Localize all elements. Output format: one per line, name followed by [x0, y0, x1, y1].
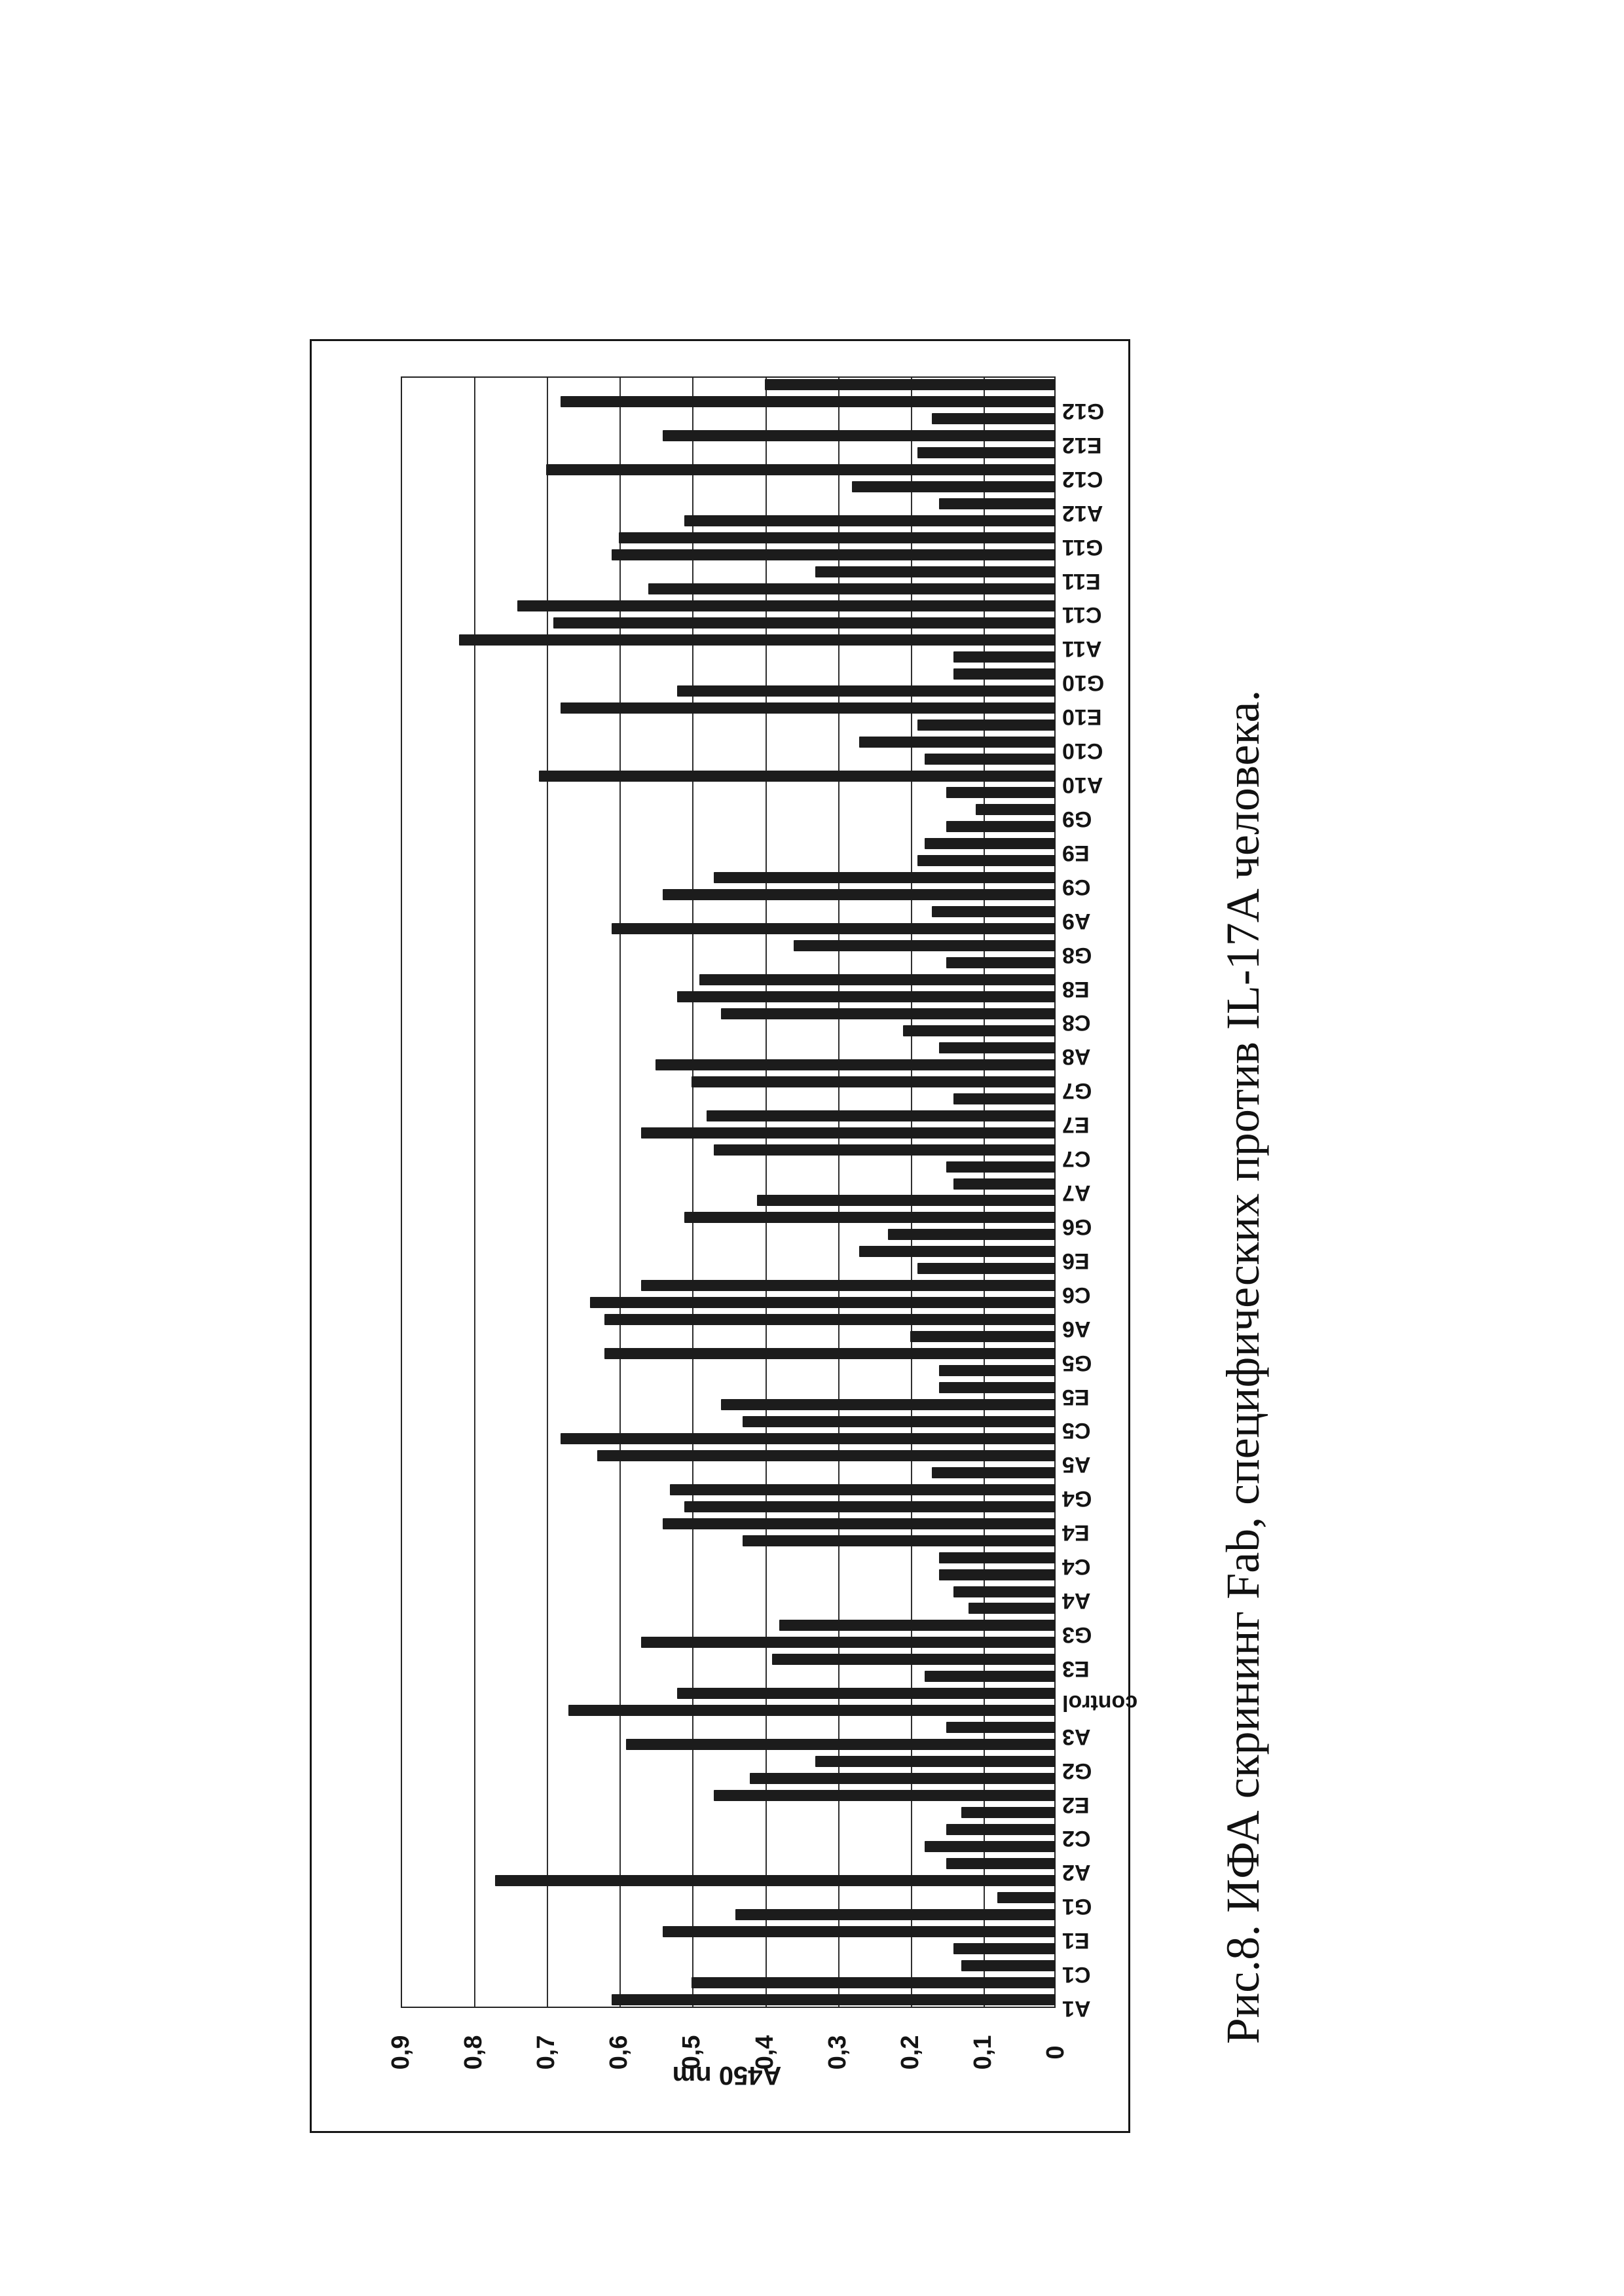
bar: [953, 1093, 1056, 1104]
bar: [750, 1773, 1056, 1784]
bar: [859, 737, 1056, 748]
category-label: C6: [1062, 1282, 1091, 1307]
bar: [946, 821, 1056, 832]
bar: [517, 600, 1056, 611]
bar: [939, 1569, 1056, 1580]
bar: [953, 1586, 1056, 1597]
category-label: E12: [1062, 432, 1102, 458]
category-label: A12: [1062, 500, 1103, 526]
category-label: A5: [1062, 1452, 1091, 1478]
bar: [939, 1552, 1056, 1563]
bar: [539, 771, 1056, 782]
category-label: A10: [1062, 773, 1103, 798]
bar: [546, 464, 1056, 475]
category-label: A9: [1062, 908, 1091, 934]
bar: [692, 1076, 1056, 1087]
category-label: A1: [1062, 1996, 1091, 2022]
category-label: E9: [1062, 840, 1090, 866]
bar: [946, 957, 1056, 968]
category-label: G3: [1062, 1622, 1092, 1647]
bar: [677, 685, 1056, 697]
gridline: [547, 378, 548, 2007]
bar: [604, 1348, 1056, 1359]
category-label: A2: [1062, 1860, 1091, 1886]
bar: [561, 396, 1056, 407]
bar: [925, 838, 1056, 849]
category-label: C2: [1062, 1826, 1091, 1851]
bar: [910, 1331, 1056, 1342]
bar: [946, 1161, 1056, 1173]
bar: [495, 1875, 1056, 1886]
bar: [670, 1484, 1056, 1495]
bar: [946, 1858, 1056, 1869]
bar: [925, 1841, 1056, 1852]
bar: [925, 1671, 1056, 1682]
bar: [684, 515, 1056, 526]
bar: [743, 1535, 1056, 1546]
bar: [735, 1909, 1056, 1920]
category-label: G5: [1062, 1350, 1092, 1376]
category-label: C10: [1062, 738, 1103, 764]
bar: [604, 1314, 1056, 1325]
category-label: A4: [1062, 1588, 1091, 1614]
bar: [597, 1450, 1056, 1461]
bar: [568, 1705, 1056, 1716]
category-label: E7: [1062, 1112, 1090, 1138]
bar: [946, 1722, 1056, 1733]
category-label: A6: [1062, 1316, 1091, 1341]
bar: [648, 583, 1056, 594]
bar: [619, 532, 1056, 543]
bar: [721, 1399, 1056, 1410]
bar: [772, 1654, 1056, 1665]
category-label: A3: [1062, 1724, 1091, 1749]
bar: [917, 1263, 1056, 1274]
category-label: E11: [1062, 568, 1101, 594]
category-label: control: [1062, 1690, 1138, 1715]
bar: [641, 1280, 1056, 1291]
bar: [852, 481, 1056, 492]
bar: [641, 1637, 1056, 1648]
bar: [714, 872, 1056, 883]
bar: [677, 1688, 1056, 1699]
category-label: C1: [1062, 1962, 1091, 1988]
bar: [953, 1178, 1056, 1190]
bar: [612, 549, 1056, 560]
bar: [655, 1059, 1056, 1070]
category-label: C4: [1062, 1554, 1091, 1580]
value-tick-label: 0,4: [750, 2035, 779, 2070]
bar: [721, 1008, 1056, 1019]
value-tick-label: 0,7: [532, 2035, 560, 2070]
bar: [684, 1501, 1056, 1512]
bar: [953, 668, 1056, 680]
bar: [939, 1365, 1056, 1376]
bar: [917, 720, 1056, 731]
bar: [932, 1467, 1056, 1478]
category-label: G11: [1062, 534, 1103, 560]
value-tick-label: 0,1: [969, 2035, 997, 2070]
category-label: G10: [1062, 670, 1105, 696]
value-axis-title: A450 nm: [672, 2061, 782, 2090]
category-label: C7: [1062, 1146, 1091, 1172]
category-label: G7: [1062, 1078, 1092, 1104]
bar: [859, 1246, 1056, 1257]
value-tick-label: 0: [1041, 2045, 1069, 2060]
bar: [677, 991, 1056, 1002]
bar: [757, 1195, 1056, 1206]
bar: [561, 1433, 1056, 1444]
bar: [969, 1603, 1056, 1614]
bar: [714, 1790, 1056, 1801]
bar: [553, 617, 1056, 629]
bar: [953, 1943, 1056, 1954]
category-label: C11: [1062, 602, 1102, 628]
bar: [590, 1297, 1056, 1308]
bar: [815, 566, 1056, 577]
value-tick-label: 0,3: [823, 2035, 851, 2070]
bar: [961, 1807, 1056, 1818]
category-label: A8: [1062, 1044, 1091, 1070]
category-label: G6: [1062, 1214, 1092, 1239]
bar: [663, 430, 1056, 441]
bar: [699, 974, 1056, 985]
bar: [684, 1212, 1056, 1223]
bar: [765, 379, 1056, 390]
bar: [997, 1892, 1056, 1903]
gridline: [474, 378, 475, 2007]
bar: [815, 1756, 1056, 1767]
bar: [932, 413, 1056, 424]
category-label: A11: [1062, 636, 1102, 662]
bar: [946, 787, 1056, 798]
category-label: C5: [1062, 1418, 1091, 1444]
category-label: E10: [1062, 704, 1102, 730]
bar: [663, 1518, 1056, 1529]
category-label: G2: [1062, 1758, 1092, 1783]
category-label: G4: [1062, 1486, 1092, 1512]
category-label: C12: [1062, 466, 1103, 492]
figure-caption: Рис.8. ИФА скрининг Fab, специфических против IL-17A человека.: [1217, 689, 1269, 2045]
bar: [946, 1824, 1056, 1835]
category-label: E6: [1062, 1248, 1090, 1273]
bar: [903, 1025, 1056, 1036]
category-label: E4: [1062, 1520, 1090, 1546]
value-tick-label: 0,9: [386, 2035, 415, 2070]
value-tick-label: 0,8: [459, 2035, 487, 2070]
bar: [626, 1739, 1056, 1750]
bar: [459, 634, 1056, 646]
bar: [925, 754, 1056, 765]
category-label: C9: [1062, 874, 1091, 900]
bar: [663, 1926, 1056, 1937]
bar: [953, 651, 1056, 663]
category-label: G8: [1062, 942, 1092, 968]
bar: [612, 1994, 1056, 2005]
bar: [939, 498, 1056, 509]
value-tick-label: 0,2: [896, 2035, 924, 2070]
bar: [779, 1620, 1056, 1631]
category-label: C8: [1062, 1010, 1091, 1036]
bar: [794, 940, 1056, 951]
bar: [663, 889, 1056, 900]
category-label: E3: [1062, 1656, 1090, 1681]
bar: [641, 1127, 1056, 1139]
category-label: E5: [1062, 1384, 1090, 1410]
bar: [612, 923, 1056, 934]
category-label: E2: [1062, 1792, 1090, 1817]
category-label: G12: [1062, 398, 1105, 424]
category-label: G1: [1062, 1894, 1092, 1920]
bar: [939, 1042, 1056, 1053]
bar: [707, 1110, 1056, 1121]
bar: [561, 702, 1056, 714]
category-label: E8: [1062, 976, 1090, 1002]
value-tick-label: 0,6: [604, 2035, 633, 2070]
bar: [961, 1960, 1056, 1971]
bar: [917, 855, 1056, 866]
bar: [743, 1416, 1056, 1427]
bar: [932, 906, 1056, 917]
category-label: E1: [1062, 1928, 1090, 1954]
category-label: G9: [1062, 806, 1092, 831]
bar: [939, 1382, 1056, 1393]
bar: [714, 1144, 1056, 1156]
value-tick-label: 0,5: [677, 2035, 705, 2070]
bar: [917, 447, 1056, 458]
bar: [692, 1977, 1056, 1988]
bar: [888, 1229, 1056, 1240]
bar: [976, 804, 1056, 815]
category-label: A7: [1062, 1180, 1091, 1206]
